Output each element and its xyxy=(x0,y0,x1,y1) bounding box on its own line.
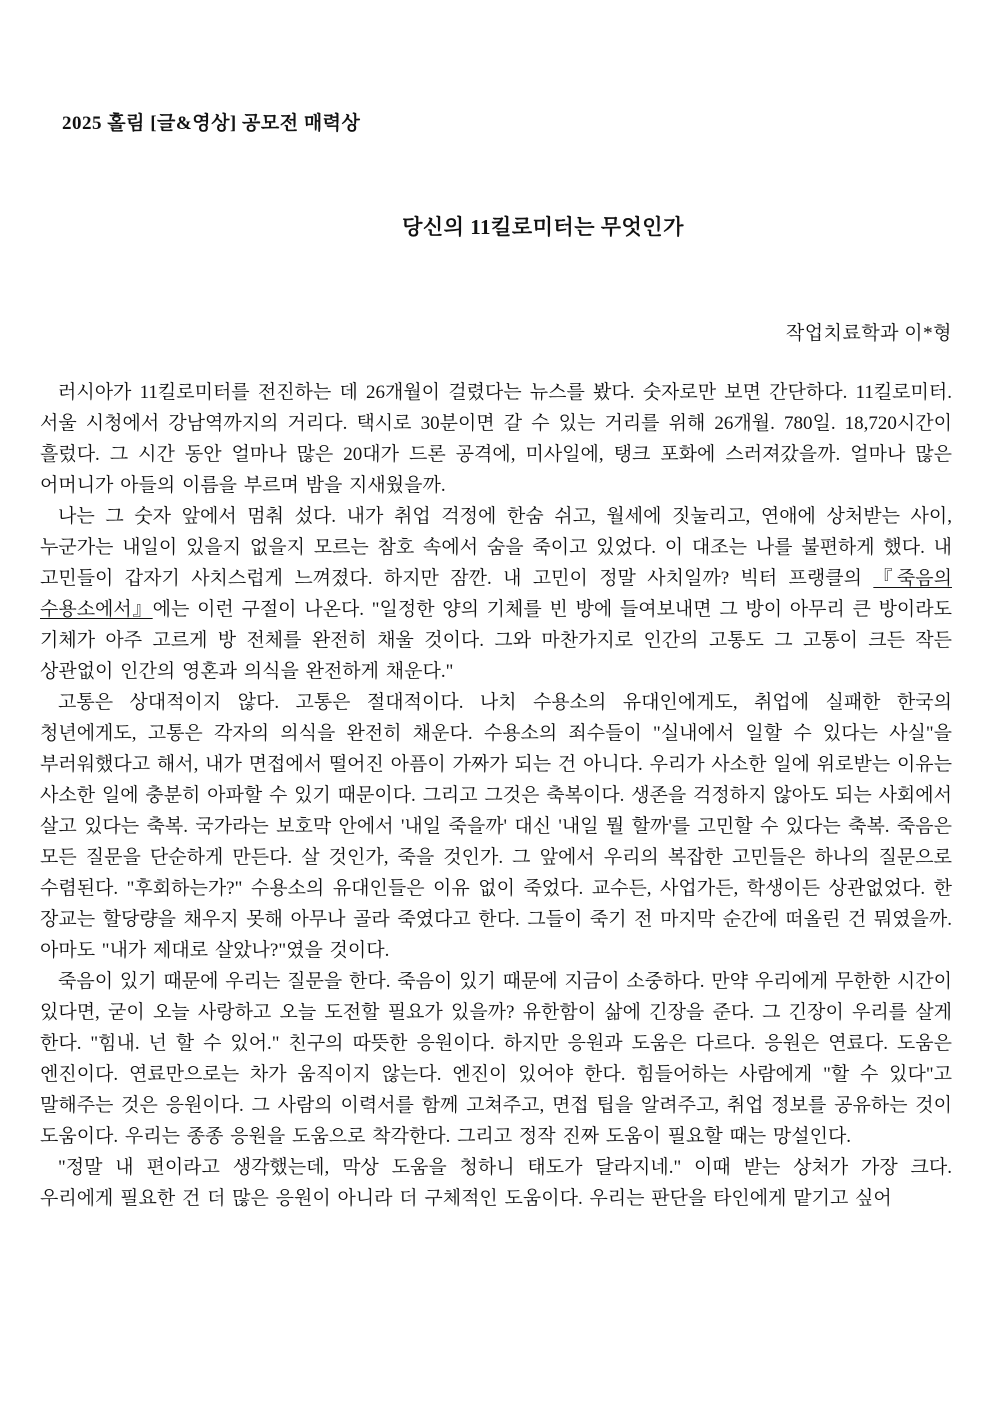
paragraph-text: "정말 내 편이라고 생각했는데, 막상 도움을 청하니 태도가 달라지네." 이때 받는 상처가 가장 크다. 우리에게 필요한 건 더 많은 응원이 아니라 더 구체적인 도움이다. 우리는 판단을 타인에게 맡기고 싶어 xyxy=(40,1157,952,1209)
paragraph-text: 죽음이 있기 때문에 우리는 질문을 한다. 죽음이 있기 때문에 지금이 소중하다. 만약 우리에게 무한한 시간이 있다면, 굳이 오늘 사랑하고 오늘 도전할 필요가 있을까? 유한함이 삶에 긴장을 준다. 그 긴장이 우리를 살게 한다. "힘내. 넌 할 수 있어." 친구의 따뜻한 응원이다. 하지만 응원과 도움은 다르다. 응원은 연료다. 도움은 엔진이다. 연료만으로는 차가 움직이지 않는다. 엔진이 있어야 한다. 힘들어하는 사람에게 "할 수 있다"고 말해주는 것은 응원이다. 그 사람의 이력서를 함께 고쳐주고, 면접 팁을 알려주고, 취업 정보를 공유하는 것이 도움이다. 우리는 종종 응원을 도움으로 착각한다. 그리고 정작 진짜 도움이 필요할 때는 망설인다. xyxy=(40,971,952,1147)
paragraph-text: 나는 그 숫자 앞에서 멈춰 섰다. 내가 취업 걱정에 한숨 쉬고, 월세에 짓눌리고, 연애에 상처받는 사이, 누군가는 내일이 있을지 없을지 모르는 참호 속에서 숨을 죽이고 있었다. 이 대조는 나를 불편하게 했다. 내 고민들이 갑자기 사치스럽게 느껴졌다. 하지만 잠깐. 내 고민이 정말 사치일까? 빅터 프랭클의 xyxy=(40,506,952,589)
book-title-text: 『죽음의 수용소에서』 xyxy=(40,568,952,620)
paragraph-text: 에는 이런 구절이 나온다. "일정한 양의 기체를 빈 방에 들여보내면 그 방이 아무리 큰 방이라도 기체가 아주 고르게 방 전체를 완전히 채울 것이다. 그와 마찬가지로 인간의 고통도 그 고통이 크든 작든 상관없이 인간의 영혼과 의식을 완전하게 채운다." xyxy=(40,599,952,682)
paragraph-text: 고통은 상대적이지 않다. 고통은 절대적이다. 나치 수용소의 유대인에게도, 취업에 실패한 한국의 청년에게도, 고통은 각자의 의식을 완전히 채운다. 수용소의 죄수들이 "실내에서 일할 수 있다는 사실"을 부러워했다고 해서, 내가 면접에서 떨어진 아픔이 가짜가 되는 건 아니다. 우리가 사소한 일에 위로받는 이유는 사소한 일에 충분히 아파할 수 있기 때문이다. 그리고 그것은 축복이다. 생존을 걱정하지 않아도 되는 사회에서 살고 있다는 축복. 국가라는 보호막 안에서 '내일 죽을까' 대신 '내일 뭘 할까'를 고민할 수 있다는 축복. 죽음은 모든 질문을 단순하게 만든다. 살 것인가, 죽을 것인가. 그 앞에서 우리의 복잡한 고민들은 하나의 질문으로 수렴된다. "후회하는가?" 수용소의 유대인들은 이유 없이 죽었다. 교수든, 사업가든, 학생이든 상관없었다. 한 장교는 할당량을 채우지 못해 아무나 골라 죽였다고 한다. 그들이 죽기 전 마지막 순간에 떠올린 건 뭐였을까. 아마도 "내가 제대로 살았나?"였을 것이다. xyxy=(40,692,953,961)
paragraph xyxy=(40,1152,952,1214)
paragraph-text: 러시아가 11킬로미터를 전진하는 데 26개월이 걸렸다는 뉴스를 봤다. 숫자로만 보면 간단하다. 11킬로미터. 서울 시청에서 강남역까지의 거리다. 택시로 30분이면 갈 수 있는 거리를 위해 26개월. 780일. 18,720시간이 흘렀다. 그 시간 동안 얼마나 많은 20대가 드론 공격에, 미사일에, 탱크 포화에 스러져갔을까. 얼마나 많은 어머니가 아들의 이름을 부르며 밤을 지새웠을까. xyxy=(40,382,952,496)
essay-body xyxy=(40,377,952,1214)
paragraph xyxy=(40,687,952,966)
paragraph xyxy=(40,377,952,501)
paragraph xyxy=(40,966,952,1152)
essay-title: 당신의 11킬로미터는 무엇인가 xyxy=(402,215,684,239)
contest-header: 2025 홀림 [글&영상] 공모전 매력상 xyxy=(62,113,361,134)
paragraph xyxy=(40,501,952,687)
author-line: 작업치료학과 이*형 xyxy=(785,323,952,344)
